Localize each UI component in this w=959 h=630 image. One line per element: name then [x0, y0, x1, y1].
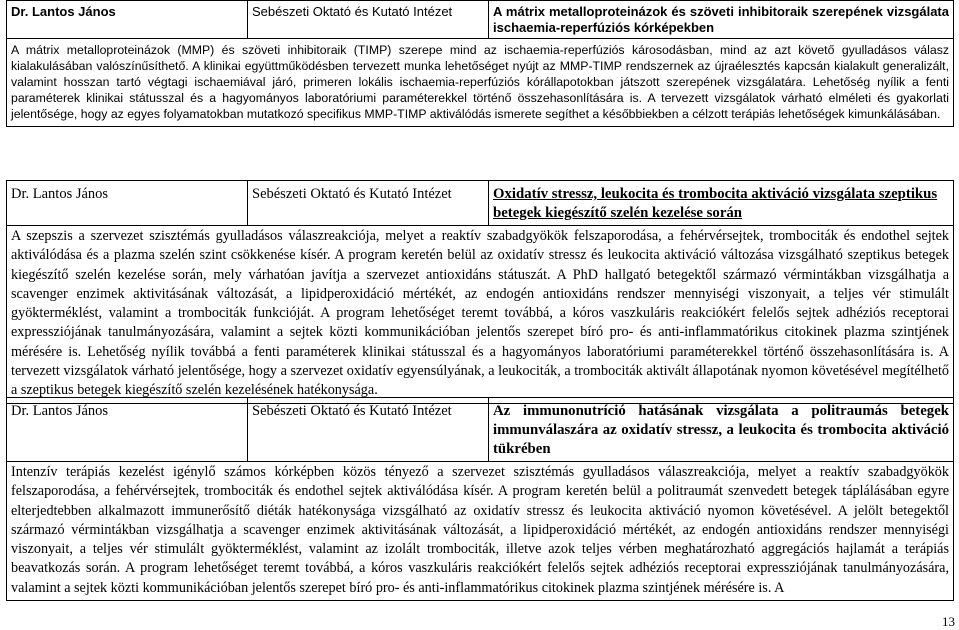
- topic-title: A mátrix metalloproteinázok és szöveti inhibitoraik szerepének vizsgálata ischaemia-reperfúziós kórképekben: [489, 1, 954, 39]
- topic-description: A mátrix metalloproteinázok (MMP) és szöveti inhibitoraik (TIMP) szerepe mind az ischaemia-reperfúziós károsodásban, mind az azt követő gyulladásos válasz kialakulásában valószínűsíthető. A klinikai együttműködésben tervezett munka lehetőséget nyújt az MMP-TIMP rendszernek az újraélesztés kapcsán kialakult generalizált, valamint hosszan tartó végtagi ischaemiával járó, primeren lokális ischaemia-reperfúziós kórállapotokban játszott szerepének vizsgálatára. Lehetőség nyílik a fenti paraméterek klinikai státusszal és a hagyományos laboratóriumi paraméterekkel történő összehasonlítására is. A tervezett vizsgálatok várható elméleti és gyakorlati jelentősége, hogy az egyes folyamatokban mutatkozó specifikus MMP-TIMP aktiválódás ismerete segíthet a későbbiekben a célzott terápiás lehetőségek kimunkálásában.: [7, 39, 954, 127]
- author-cell: [7, 181, 248, 226]
- topic-title: Oxidatív stressz, leukocita és trombocita aktiváció vizsgálata szeptikus betegek kiegészítő szelén kezelése során: [489, 181, 954, 226]
- topic-description: A szepszis a szervezet szisztémás gyulladásos válaszreakciója, melyet a reaktív szabadgyökök felszaporodása, a fehérvérsejtek, trombociták és endothel sejtek aktiválódása és a plazma szelén szint csökkenése kísér. A program keretén belül az oxidatív stressz és leukocita aktiváció változása vizsgálható szeptikus betegek kiegészítő szelén kezelése során, mely várhatóan javítja a szervezet antioxidáns státuszát. A PhD hallgató betegektől származó vérmintákban vizsgálhatja a scavenger enzimek aktivitásának változását, a lipidperoxidáció mértékét, az endogén antioxidáns rendszer mennyiségi viszonyait, a teljes vér stimulált gyökterméklést, valamint a trombociták funkcióját. A program lehetőséget teremt továbbá, a kóros vaszkuláris reakciókért felelős sejtek adhéziós receptorai expressziójának tanulmányozására, valamint a sejtek közti kommunikációban jelentős szerepet bíró pro- és anti-inflammatórikus citokinek plazma szintjének mérésére is. Lehetőség nyílik továbbá a fenti paraméterek klinikai státusszal és a hagyományos laboratóriumi paraméterekkel történő összehasonlítására is. A tervezett vizsgálatok várható jelentősége, hogy a szervezet oxidatív egyensúlyának, a leukociták, a trombociták aktivált állapotának nyomon követésével megítélhető a szeptikus betegek kiegészítő szelén kezelésének hatékonysága.: [7, 226, 954, 404]
- author-cell: [7, 1, 248, 39]
- author-cell: [7, 398, 248, 462]
- topic-block-2: [6, 180, 954, 404]
- institute-cell: Sebészeti Oktató és Kutató Intézet: [248, 181, 489, 226]
- institute-cell: Sebészeti Oktató és Kutató Intézet: [248, 398, 489, 462]
- author-name: Dr. Lantos János: [11, 403, 109, 419]
- topic-title: Az immunonutríció hatásának vizsgálata a politraumás betegek immunválaszára az oxidatív stressz, a leukocita és trombocita aktiváció tükrében: [489, 398, 954, 462]
- topic-description: Intenzív terápiás kezelést igénylő számos kórképben közös tényező a szervezet szisztémás gyulladásos válaszreakciója, melyet a reaktív szabadgyökök felszaporodása, a fehérvérsejtek, trombociták és endothel sejtek aktiválódása kísér. A program keretén belül a politraumát szenvedett betegek táplálásában egyre elterjedtebben alkalmazott immunerősítő diéták hatékonysága vizsgálható az oxidatív stressz és leukocita aktiváció nyomon követésével. A jelölt betegektől származó vérmintákban vizsgálhatja a scavenger enzimek aktivitásának változását, a lipidperoxidáció mértékét, az endogén antioxidáns rendszer mennyiségi viszonyait, a teljes vér stimulált gyökterméklést, valamint az izolált trombociták, illetve azok teljes vérben meghatározható aggregációs hajlamát a terápiás beavatkozás során. A program lehetőséget teremt továbbá, a kóros vaszkuláris reakciókért felelős sejtek adhéziós receptorai expressziójának tanulmányozására, valamint a sejtek közti kommunikációban jelentős szerepet bíró pro- és anti-inflammatórikus citokinek plazma szintjének mérésére is. A: [7, 462, 954, 601]
- page-number: 13: [942, 614, 955, 629]
- topic-block-3: [6, 397, 954, 601]
- institute-cell: Sebészeti Oktató és Kutató Intézet: [248, 1, 489, 39]
- author-name: Dr. Lantos János: [11, 186, 109, 202]
- author-name: Dr. Lantos János: [11, 4, 116, 19]
- topic-block-1: [6, 0, 954, 127]
